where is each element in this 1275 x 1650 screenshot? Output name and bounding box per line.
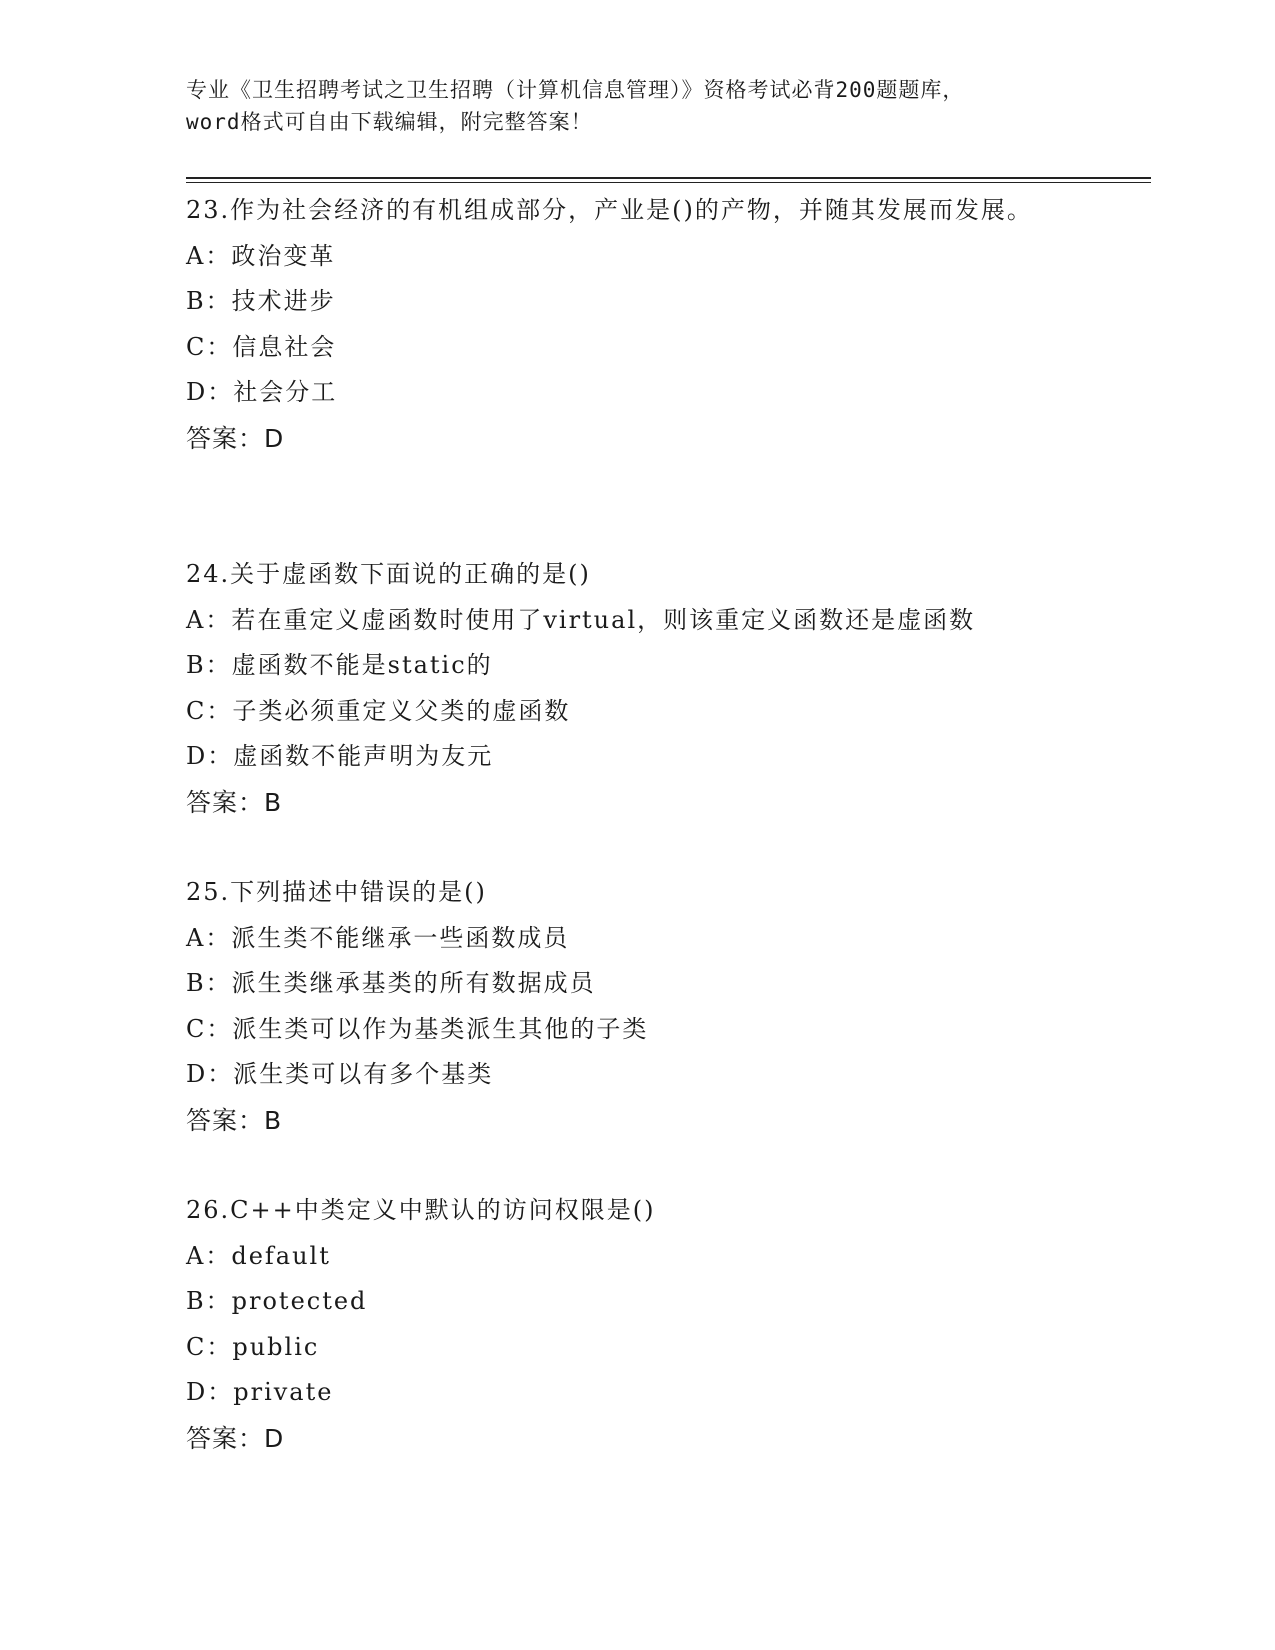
option-a: A：default xyxy=(186,1241,331,1270)
option-d: D：private xyxy=(186,1378,334,1406)
option-d: D：虚函数不能声明为友元 xyxy=(186,742,494,770)
option-b: B：protected xyxy=(186,1287,368,1315)
option-a: A：政治变革 xyxy=(186,241,336,270)
header-line-1: 专业《卫生招聘考试之卫生招聘（计算机信息管理）》资格考试必背200题题库， xyxy=(186,78,965,102)
option-b: B：虚函数不能是static的 xyxy=(186,651,493,679)
option-a: A：派生类不能继承一些函数成员 xyxy=(186,923,570,952)
question-24 xyxy=(186,552,1151,825)
question-stem: 24.关于虚函数下面说的正确的是() xyxy=(186,560,591,588)
option-c: C：派生类可以作为基类派生其他的子类 xyxy=(186,1014,649,1043)
header-line-2: word格式可自由下载编辑，附完整答案！ xyxy=(186,110,593,134)
question-stem: 23.作为社会经济的有机组成部分，产业是()的产物，并随其发展而发展。 xyxy=(186,196,1033,224)
question-stem: 25.下列描述中错误的是() xyxy=(186,878,487,906)
option-c: C：信息社会 xyxy=(186,332,337,361)
option-c: C：子类必须重定义父类的虚函数 xyxy=(186,696,571,725)
question-26 xyxy=(186,1188,1151,1461)
option-d: D：社会分工 xyxy=(186,378,338,406)
header-divider-top xyxy=(186,177,1151,179)
option-c: C：public xyxy=(186,1332,320,1361)
header-divider-bottom xyxy=(186,182,1151,183)
option-b: B：技术进步 xyxy=(186,287,336,315)
option-a: A：若在重定义虚函数时使用了virtual，则该重定义函数还是虚函数 xyxy=(186,605,976,634)
answer-line: 答案：D xyxy=(186,1423,285,1453)
answer-line: 答案：D xyxy=(186,423,285,453)
document-header xyxy=(186,74,1086,138)
question-25 xyxy=(186,870,1151,1143)
answer-line: 答案：B xyxy=(186,1105,283,1135)
answer-line: 答案：B xyxy=(186,787,283,817)
option-b: B：派生类继承基类的所有数据成员 xyxy=(186,969,596,997)
option-d: D：派生类可以有多个基类 xyxy=(186,1060,494,1088)
question-23 xyxy=(186,188,1151,461)
question-stem: 26.C++中类定义中默认的访问权限是() xyxy=(186,1196,656,1224)
